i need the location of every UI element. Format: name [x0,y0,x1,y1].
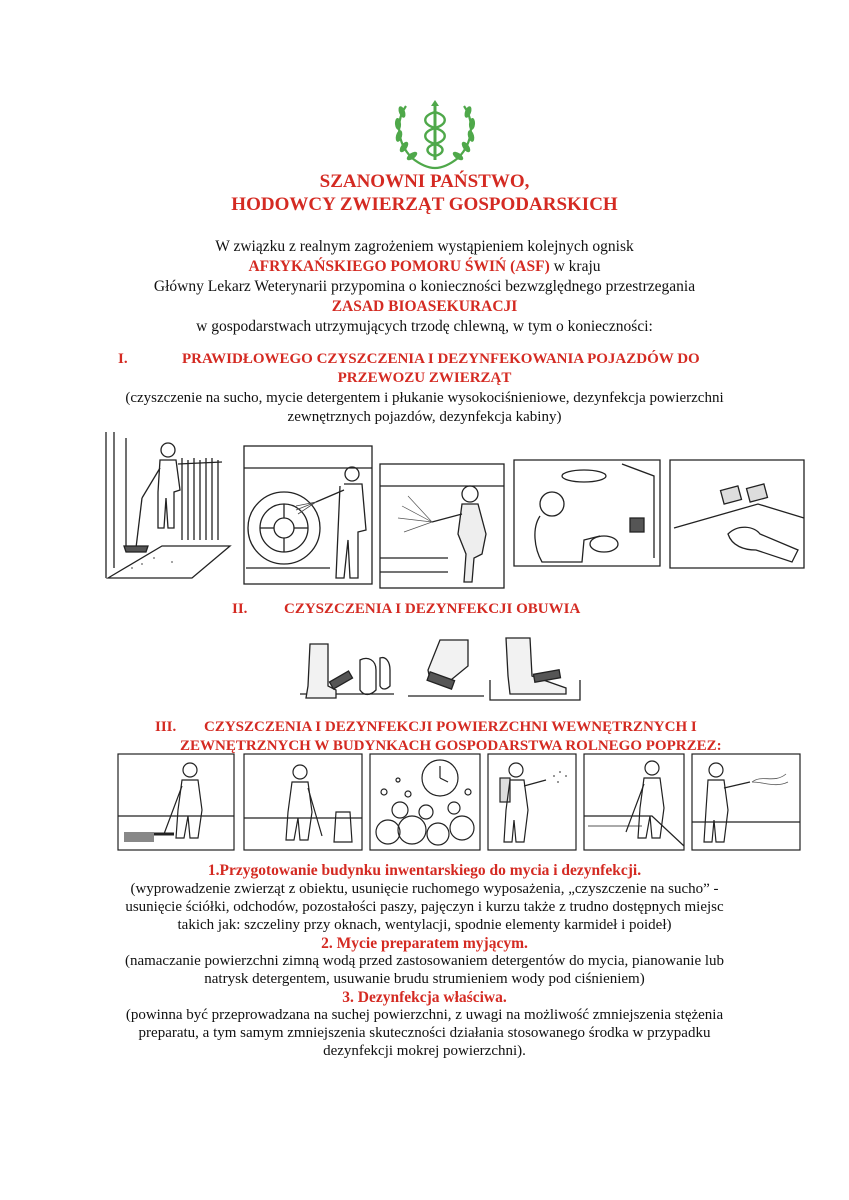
backpack-sprayer-illustration [486,752,578,852]
intro-asf-line [0,258,849,276]
foaming-bubbles-illustration [368,752,482,852]
bioasecurity-highlight: ZASAD BIOASEKURACJI [331,298,518,315]
pressure-spray-wall-illustration [690,752,802,852]
asf-highlight: AFRYKAŃSKIEGO POMORU ŚWIŃ (ASF) [248,258,550,275]
disinfecting-cab-pedals-illustration [668,458,806,570]
intro-line-5: w gospodarstwach utrzymujących trzodę chlewną, w tym o konieczności: [196,318,653,335]
boot-sole-brushing-illustration [406,636,486,708]
boot-dip-tray-illustration [486,636,584,708]
raking-debris-illustration [242,752,364,852]
cleaning-cab-interior-illustration [512,458,662,568]
step-1-line-1: (wyprowadzenie zwierząt z obiektu, usunięcie ruchomego wyposażenia, „czyszczenie na sucho” - [130,881,719,897]
boot-scrubbing-illustration [298,636,396,708]
section-3-title-line-1: CZYSZCZENIA I DEZYNFEKCJI POWIERZCHNI WEWNĘTRZNYCH I [204,719,697,735]
intro-line-3: Główny Lekarz Weterynarii przypomina o konieczności bezwzględnego przestrzegania [153,278,696,295]
heading-line-2: HODOWCY ZWIERZĄT GOSPODARSKICH [231,194,618,215]
step-3-line-1: (powinna być przeprowadzana na suchej powierzchni, z uwagi na możliwość zmniejszenia stężenia [125,1007,724,1023]
washing-corner-illustration [582,752,686,852]
washing-wheel-illustration [240,440,377,588]
pressure-washing-underside-illustration [378,462,506,590]
step-2-line-2: natrysk detergentem, usuwanie brudu strumieniem wody pod ciśnieniem) [204,971,645,987]
caduceus-laurel-wreath-icon [392,98,478,170]
intro-line-1: W związku z realnym zagrożeniem wystąpieniem kolejnych ognisk [215,238,634,255]
step-3-line-2: preparatu, a tym samym zmniejszenia skuteczności działania stosowanego środka w przypadku [138,1025,711,1041]
step-2-line-1: (namaczanie powierzchni zimną wodą przed zastosowaniem detergentów do mycia, pianowanie lub [124,953,725,969]
sweeping-truck-bed-illustration [102,428,234,583]
section-2-title: CZYSZCZENIA I DEZYNFEKCJI OBUWIA [284,601,581,617]
section-1-desc-line-1: (czyszczenie na sucho, mycie detergentem i płukanie wysokociśnieniowe, dezynfekcja powierzchni [125,390,724,406]
section-1-number: I. [118,351,128,367]
step-3-title: 3. Dezynfekcja właściwa. [342,989,507,1006]
step-1-line-3: takich jak: szczeliny przy oknach, wentylacji, spodnie elementy karmideł i poideł) [177,917,672,933]
section-1-desc-line-2: zewnętrznych pojazdów, dezynfekcja kabiny) [287,409,562,425]
asf-suffix: w kraju [549,258,601,275]
step-1-line-2: usunięcie ściółki, odchodów, pozostałości paszy, pajęczyn i kurzu także z trudno dostępnych miejsc [125,899,724,915]
section-1-title-line-2: PRZEWOZU ZWIERZĄT [337,370,512,386]
section-2-number: II. [232,601,248,617]
step-1-title: 1.Przygotowanie budynku inwentarskiego do mycia i dezynfekcji. [207,862,642,879]
step-3-line-3: dezynfekcji mokrej powierzchni). [323,1043,526,1059]
section-3-number: III. [155,719,177,735]
step-2-title: 2. Mycie preparatem myjącym. [321,935,528,952]
section-3-title-line-2: ZEWNĘTRZNYCH W BUDYNKACH GOSPODARSTWA ROLNEGO POPRZEZ: [180,738,722,754]
sweeping-floor-illustration [116,752,236,852]
section-1-title-line-1: PRAWIDŁOWEGO CZYSZCZENIA I DEZYNFEKOWANIA POJAZDÓW DO [182,351,700,367]
heading-line-1: SZANOWNI PAŃSTWO, [319,171,530,192]
